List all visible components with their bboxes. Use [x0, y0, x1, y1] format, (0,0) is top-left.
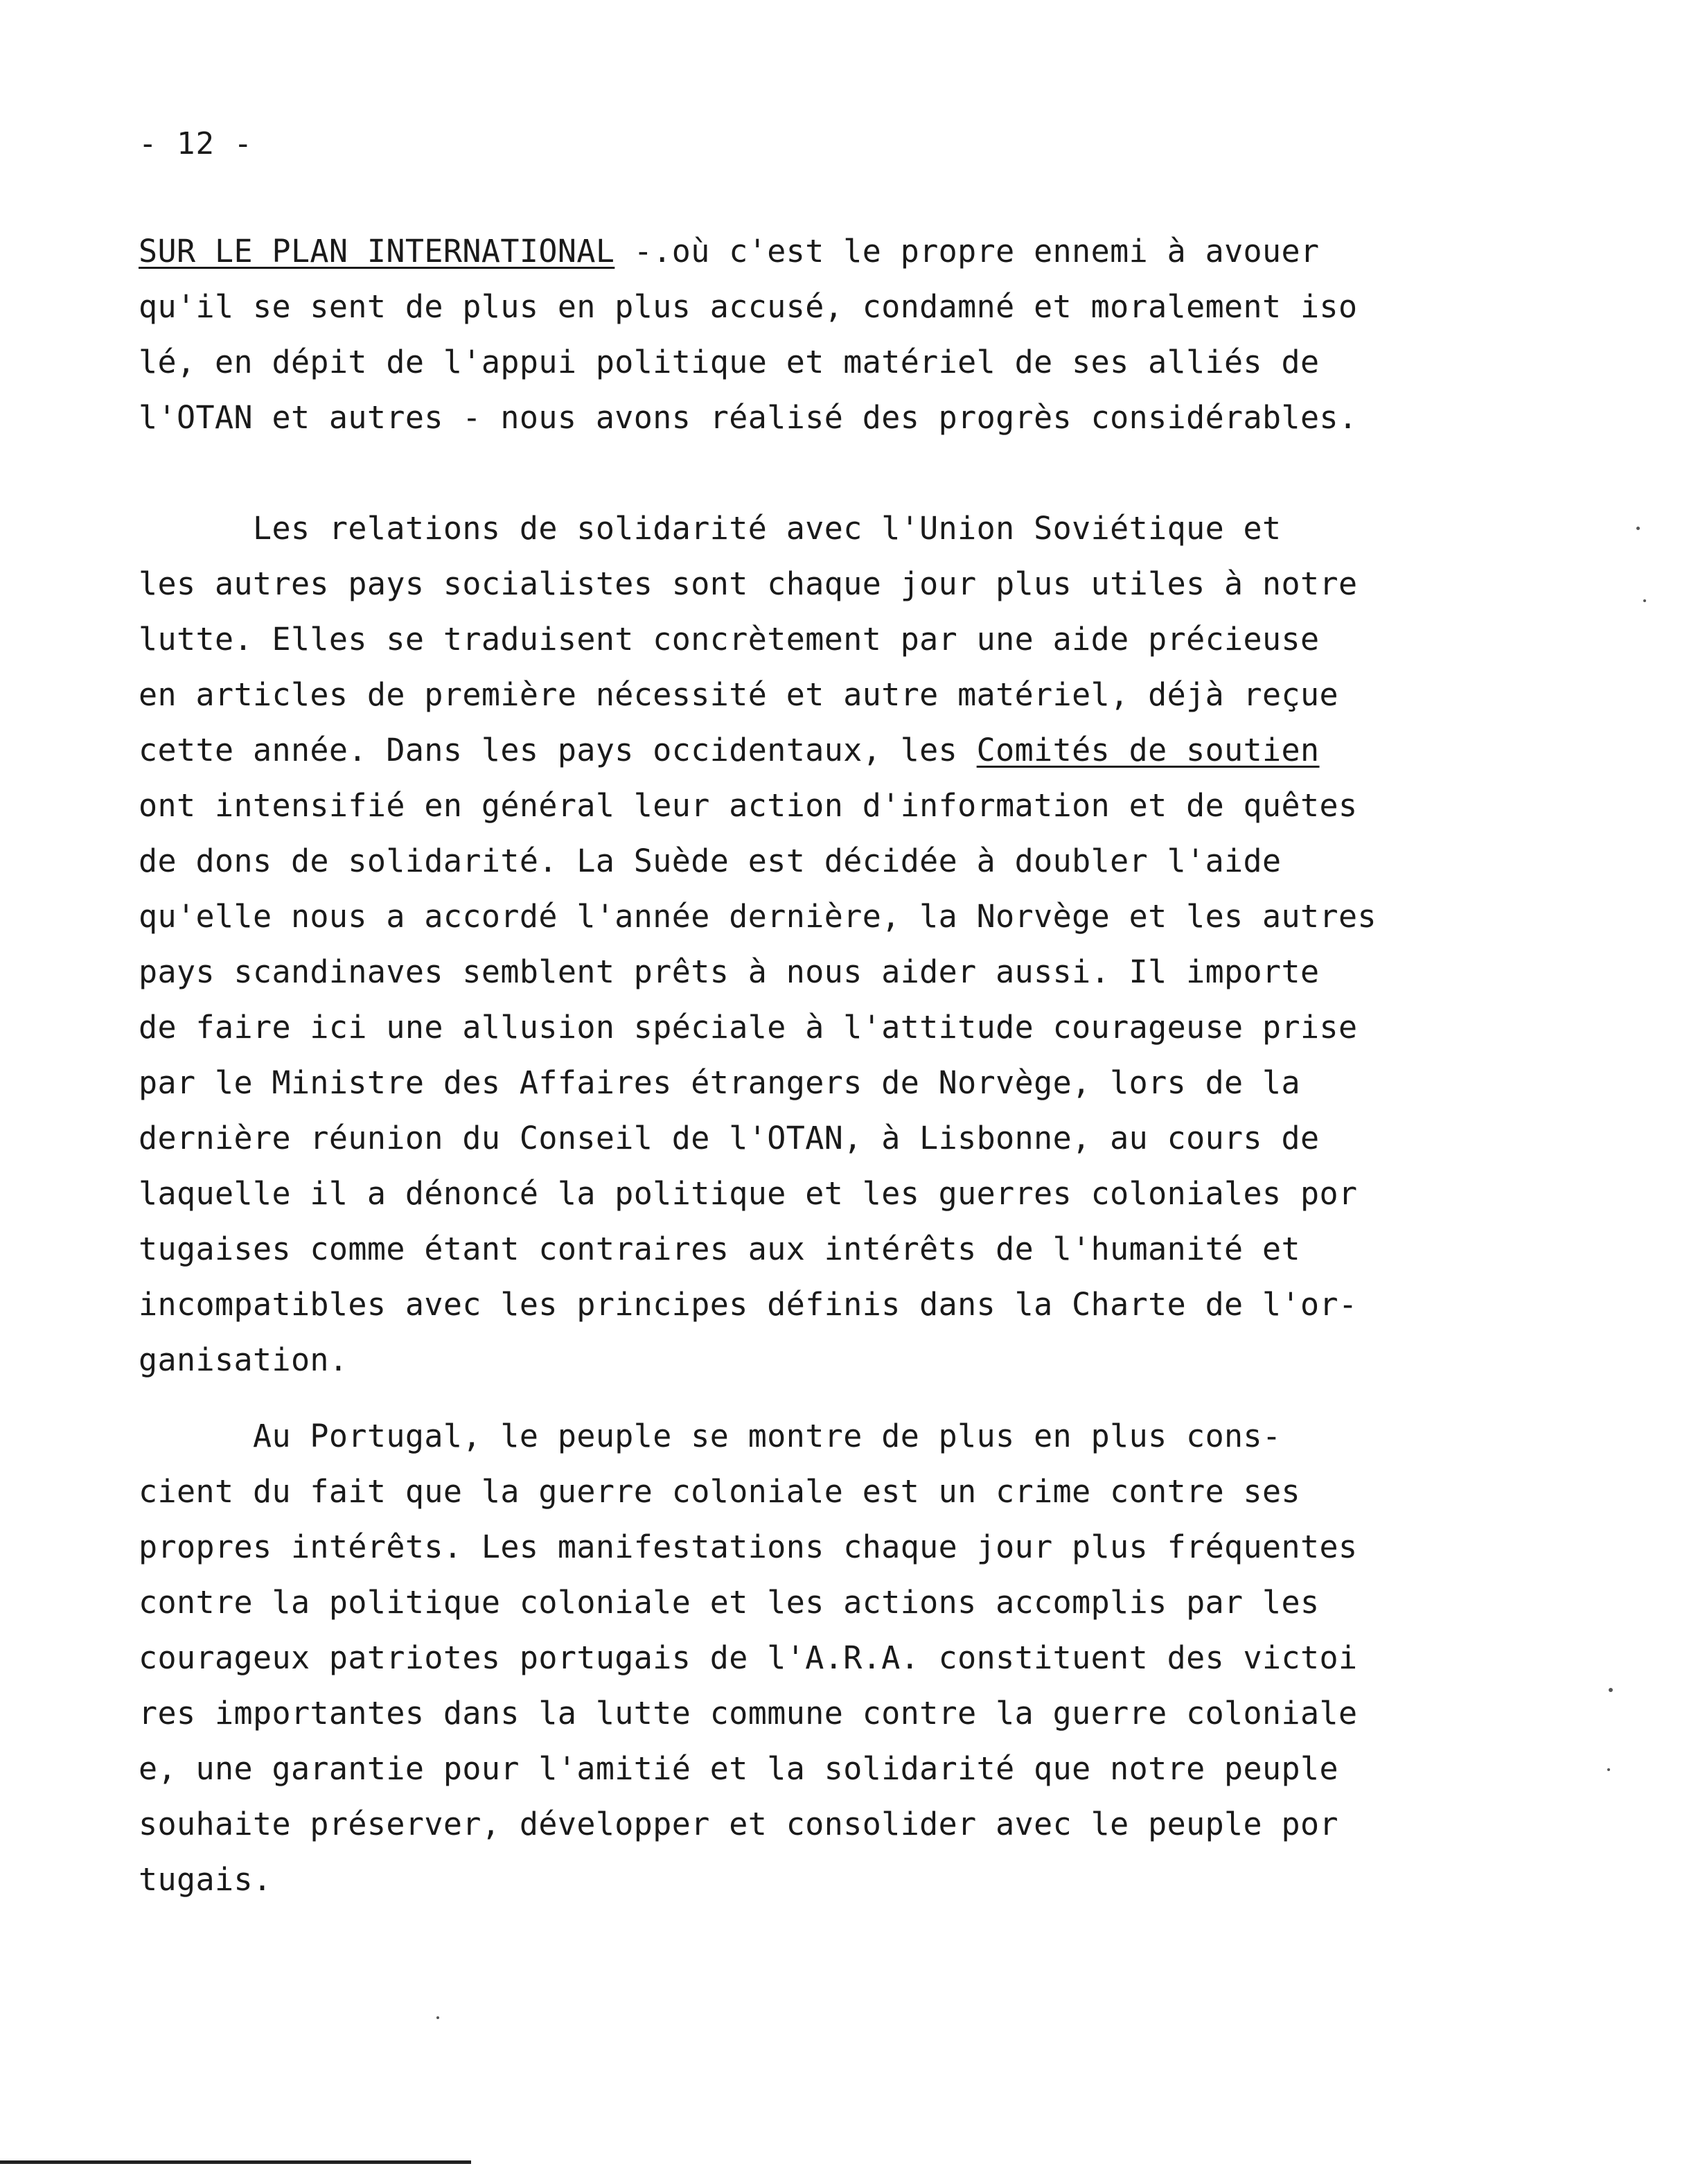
text-line: lé, en dépit de l'appui politique et matériel de ses alliés de: [139, 344, 1320, 380]
scan-speck: [1609, 1688, 1613, 1692]
text-line: cient du fait que la guerre coloniale est un crime contre ses: [139, 1473, 1301, 1510]
text-line: laquelle il a dénoncé la politique et les guerres coloniales por: [139, 1175, 1358, 1212]
text-line: qu'il se sent de plus en plus accusé, condamné et moralement iso: [139, 288, 1358, 325]
text-line: en articles de première nécessité et autre matériel, déjà reçue: [139, 676, 1339, 713]
text-line: contre la politique coloniale et les actions accomplis par les: [139, 1584, 1320, 1621]
scan-speck: [1607, 1768, 1610, 1771]
section-heading: SUR LE PLAN INTERNATIONAL: [139, 233, 615, 270]
text-line: Au Portugal, le peuple se montre de plus en plus cons-: [139, 1418, 1282, 1454]
text-line: pays scandinaves semblent prêts à nous aider aussi. Il importe: [139, 953, 1320, 990]
text-line: incompatibles avec les principes définis dans la Charte de l'or-: [139, 1286, 1358, 1323]
text-line: tugaises comme étant contraires aux intérêts de l'humanité et: [139, 1231, 1301, 1267]
text-span: -.où c'est le propre ennemi à avouer: [614, 233, 1320, 270]
text-line: qu'elle nous a accordé l'année dernière, la Norvège et les autres: [139, 898, 1377, 935]
text-line: res importantes dans la lutte commune contre la guerre coloniale: [139, 1695, 1358, 1732]
text-line: [139, 730, 1320, 771]
text-line: tugais.: [139, 1861, 272, 1898]
text-line: ganisation.: [139, 1341, 348, 1378]
text-line: [139, 231, 1320, 272]
text-line: propres intérêts. Les manifestations chaque jour plus fréquentes: [139, 1529, 1358, 1565]
text-line: lutte. Elles se traduisent concrètement par une aide précieuse: [139, 621, 1320, 658]
text-line: ont intensifié en général leur action d'information et de quêtes: [139, 787, 1358, 824]
text-line: de faire ici une allusion spéciale à l'attitude courageuse prise: [139, 1009, 1358, 1046]
page-number: - 12 -: [139, 126, 253, 161]
text-line: courageux patriotes portugais de l'A.R.A. constituent des victoi: [139, 1639, 1358, 1676]
scan-speck: [1636, 527, 1640, 530]
bottom-rule: [0, 2160, 471, 2164]
text-line: l'OTAN et autres - nous avons réalisé des progrès considérables.: [139, 399, 1358, 436]
text-line: les autres pays socialistes sont chaque jour plus utiles à notre: [139, 565, 1358, 602]
text-line: de dons de solidarité. La Suède est décidée à doubler l'aide: [139, 843, 1282, 879]
text-line: Les relations de solidarité avec l'Union Soviétique et: [139, 510, 1282, 547]
underlined-term: Comités de soutien: [976, 732, 1320, 768]
text-line: par le Ministre des Affaires étrangers de Norvège, lors de la: [139, 1064, 1301, 1101]
text-line: e, une garantie pour l'amitié et la solidarité que notre peuple: [139, 1750, 1339, 1787]
scan-speck: [436, 2016, 439, 2019]
scan-speck: [1643, 599, 1646, 602]
text-line: souhaite préserver, développer et consolider avec le peuple por: [139, 1806, 1339, 1842]
text-line: dernière réunion du Conseil de l'OTAN, à Lisbonne, au cours de: [139, 1120, 1320, 1156]
text-span: cette année. Dans les pays occidentaux, les: [139, 732, 977, 768]
